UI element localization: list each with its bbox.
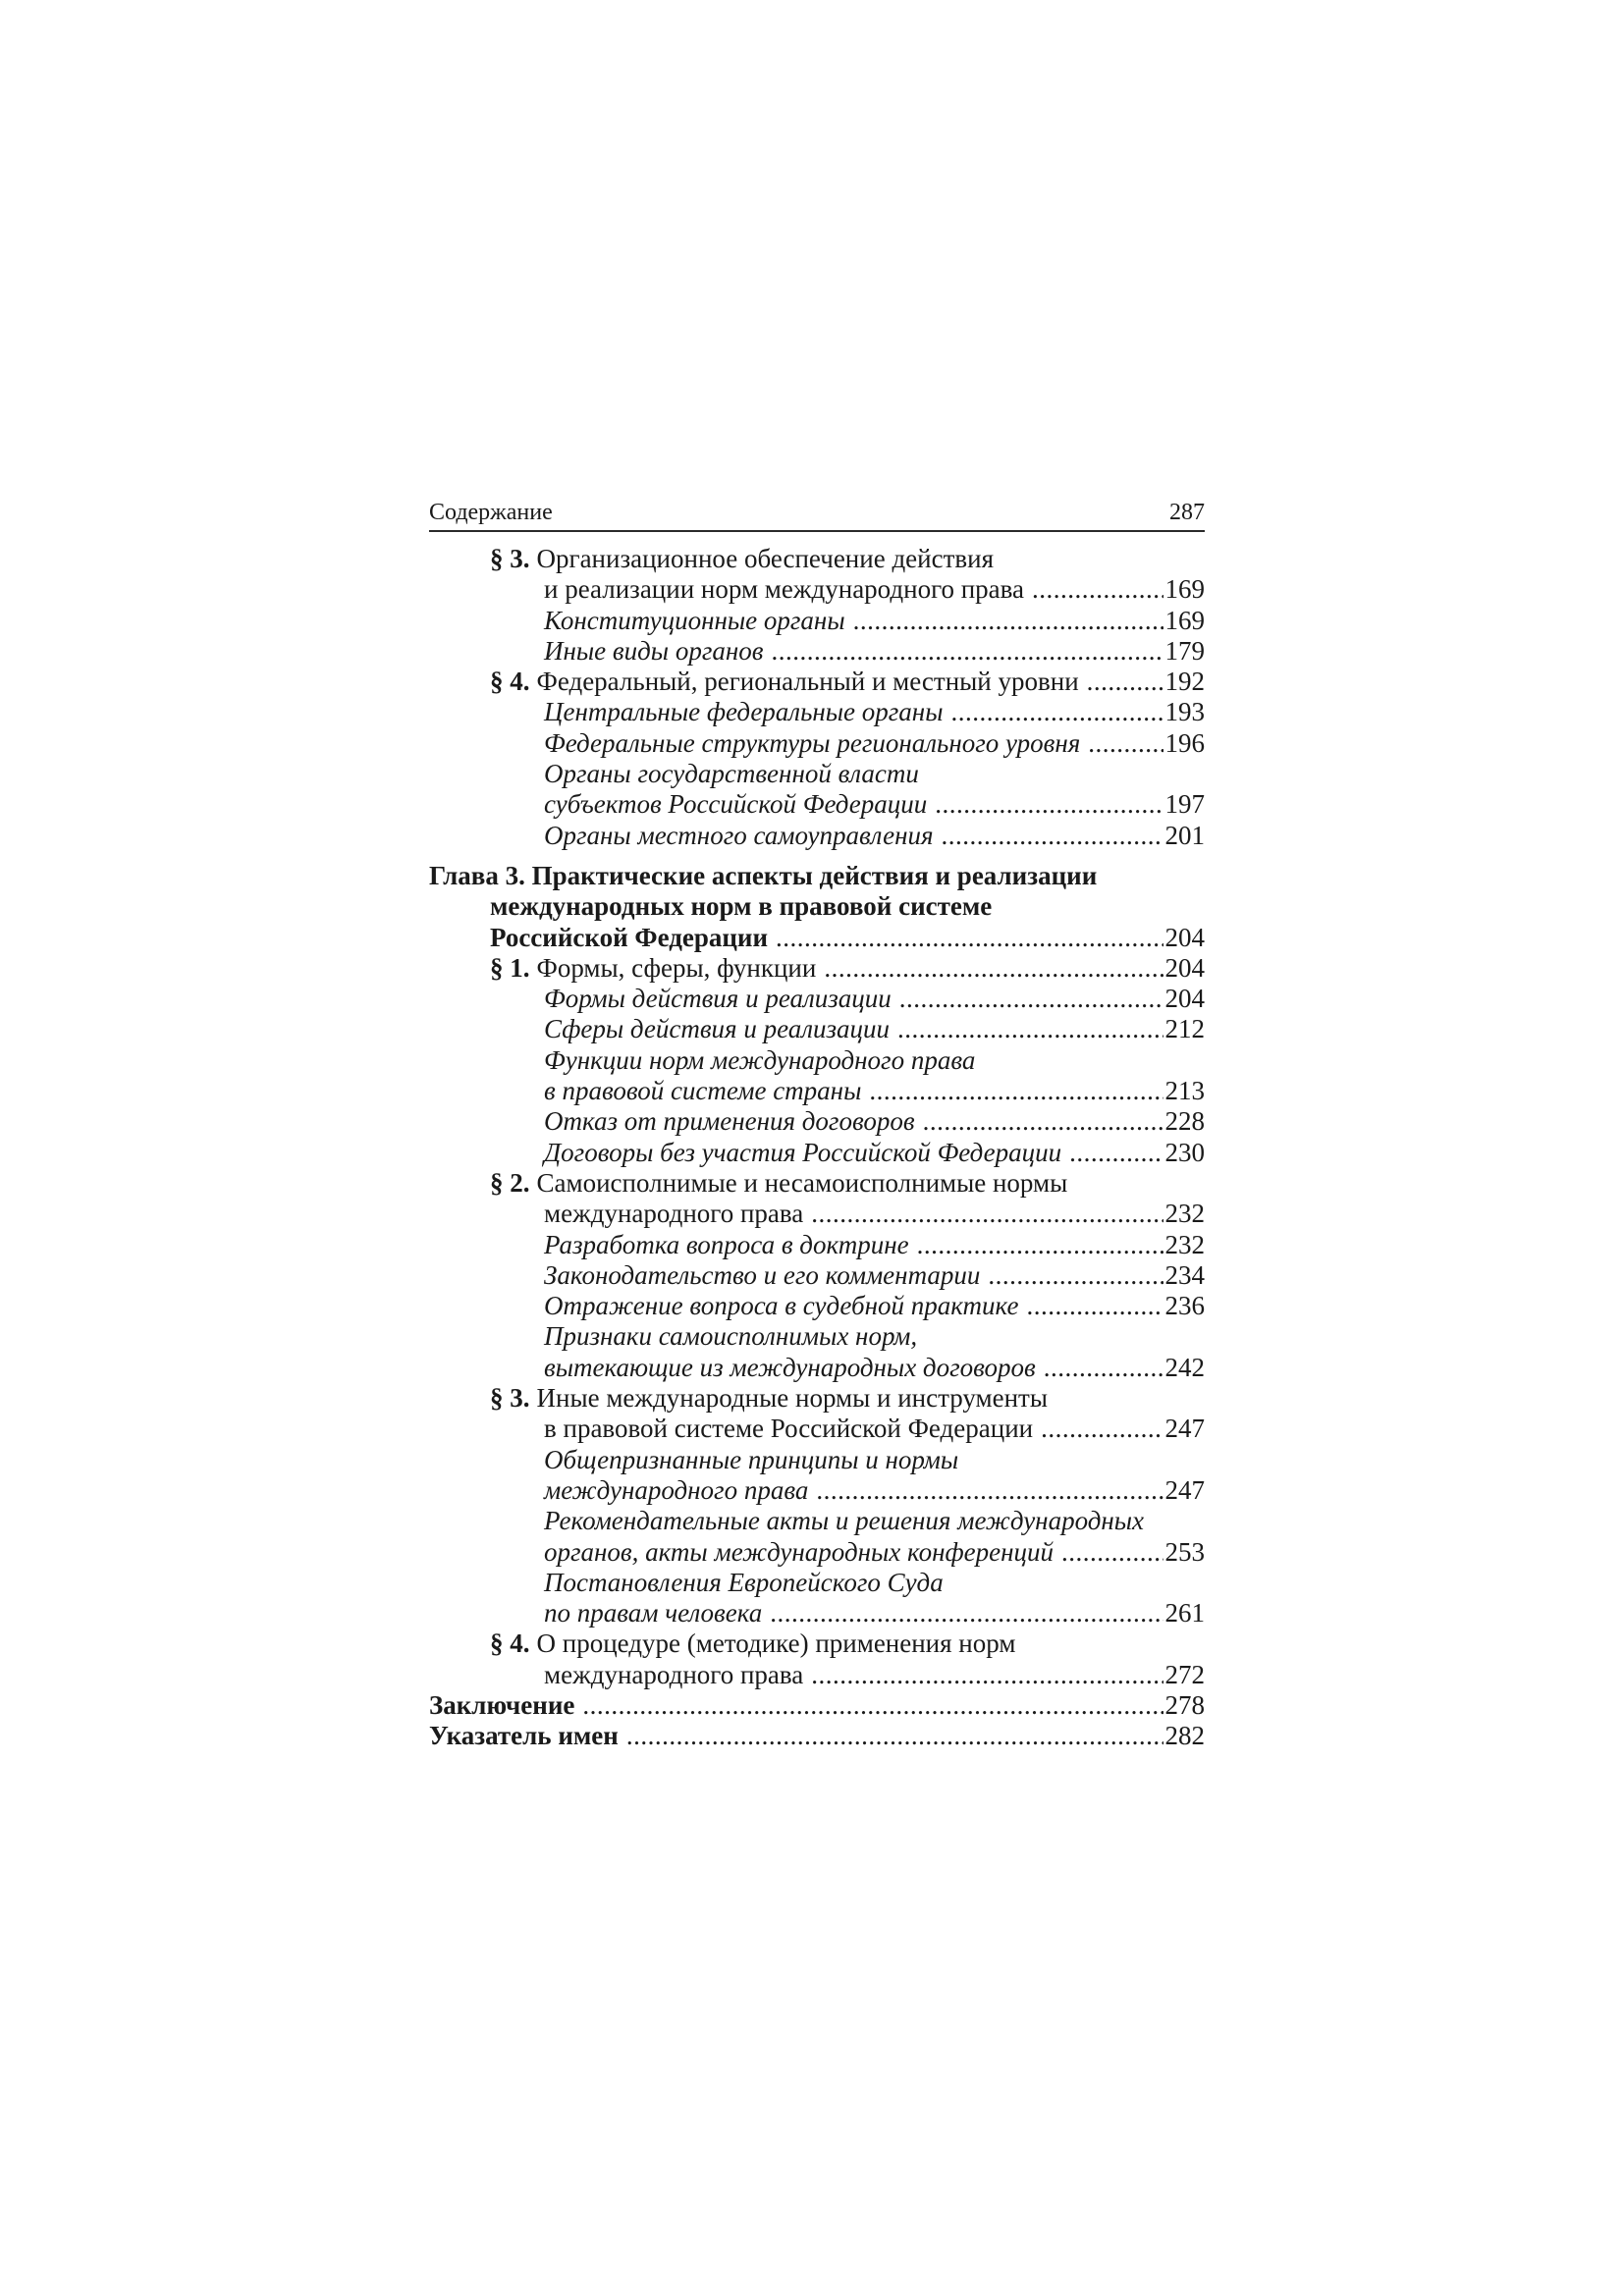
dot-leader [776, 923, 1163, 953]
toc-entry [429, 1291, 1205, 1321]
toc-entry-title: Заключение [429, 1689, 575, 1720]
dot-leader [1041, 1414, 1163, 1444]
toc-entry-title: и реализации норм международного права [544, 574, 1025, 605]
toc-entry [429, 1506, 1205, 1536]
toc-entry-title: Отражение вопроса в судебной практике [544, 1291, 1019, 1321]
toc-entry-title: Организационное обеспечение действия [536, 544, 995, 573]
toc-page-number: 236 [1164, 1291, 1205, 1321]
toc-page-number: 282 [1164, 1721, 1205, 1751]
toc-entry [429, 1014, 1205, 1044]
toc-page-number: 169 [1164, 574, 1205, 605]
toc-entry-title: Федеральные структуры регионального уровня [544, 727, 1081, 758]
toc-entry-title: Конституционные органы [544, 605, 845, 635]
toc-entry-title: Разработка вопроса в доктрине [544, 1229, 909, 1259]
toc-entry-title: Иные виды органов [544, 635, 764, 666]
dot-leader [899, 984, 1163, 1014]
toc-entry [429, 1445, 1205, 1475]
toc-entry [429, 1383, 1205, 1414]
toc-entry [429, 574, 1205, 605]
toc-entry [429, 606, 1205, 636]
toc-entry [429, 1537, 1205, 1568]
section-mark: § 3. [490, 544, 530, 573]
toc-page-number: 204 [1164, 952, 1205, 983]
section-mark: § 2. [490, 1167, 530, 1198]
toc-entry [429, 1138, 1205, 1168]
dot-leader [935, 789, 1163, 820]
dot-leader [816, 1475, 1163, 1506]
toc-page-number: 179 [1164, 635, 1205, 666]
toc-entry [429, 1629, 1205, 1659]
toc-page-number: 228 [1164, 1106, 1205, 1137]
toc-entry [429, 1230, 1205, 1260]
dot-leader [951, 697, 1163, 727]
toc-page-number: 213 [1164, 1076, 1205, 1106]
dot-leader [582, 1690, 1163, 1721]
toc-entry [429, 1475, 1205, 1506]
dot-leader [853, 606, 1163, 636]
toc-page-number: 247 [1164, 1474, 1205, 1505]
toc-entry-title: международного права [544, 1199, 804, 1229]
toc-entry-title: Функции норм международного права [544, 1044, 976, 1075]
toc-entry [429, 821, 1205, 851]
toc-page-number: 212 [1164, 1014, 1205, 1044]
toc-page-number: 169 [1164, 605, 1205, 635]
dot-leader [824, 953, 1163, 984]
toc-entry-title: органов, акты международных конференций [544, 1536, 1055, 1567]
toc-entry [429, 1168, 1205, 1199]
book-page [429, 491, 1205, 1752]
toc-entry-title: Самоисполнимые и несамоисполнимые нормы [536, 1167, 1068, 1198]
toc-entry-title: Отказ от применения договоров [544, 1106, 915, 1137]
dot-leader [1061, 1537, 1163, 1568]
dot-leader [626, 1721, 1163, 1751]
toc-entry-title: Договоры без участия Российской Федерации [544, 1137, 1062, 1167]
dot-leader [897, 1014, 1163, 1044]
toc-entry-title: Указатель имен [429, 1721, 619, 1751]
toc-entry [429, 1321, 1205, 1352]
toc-entry [429, 891, 1205, 922]
toc-entry-title: Рекомендательные акты и решения международных [544, 1506, 1145, 1536]
toc-page-number: 196 [1164, 727, 1205, 758]
dot-leader [917, 1230, 1163, 1260]
toc-entry [429, 544, 1205, 574]
toc-entry [429, 1045, 1205, 1076]
toc-page-number: 201 [1164, 820, 1205, 850]
toc-page-number: 204 [1164, 984, 1205, 1014]
dot-leader [1032, 574, 1163, 605]
section-mark: § 1. [490, 952, 530, 983]
toc-page-number: 278 [1164, 1689, 1205, 1720]
section-mark: § 3. [490, 1383, 530, 1414]
toc-entry-title: Общепризнанные принципы и нормы [544, 1444, 959, 1474]
toc-page-number: 193 [1164, 697, 1205, 727]
toc-entry [429, 636, 1205, 667]
toc-page-number: 234 [1164, 1259, 1205, 1290]
toc-entry-title: Формы, сферы, функции [536, 952, 817, 983]
toc-entry [429, 1076, 1205, 1106]
toc-entry-title: Органы местного самоуправления [544, 820, 934, 850]
section-mark: § 4. [490, 667, 530, 697]
dot-leader [1027, 1291, 1163, 1321]
toc-entry [429, 1690, 1205, 1721]
toc-entry [429, 789, 1205, 820]
toc-entry [429, 1353, 1205, 1383]
toc-entry-title: субъектов Российской Федерации [544, 789, 928, 820]
toc-entry-title: международного права [544, 1474, 809, 1505]
toc-entry-title: вытекающие из международных договоров [544, 1352, 1036, 1382]
toc-entry [429, 1106, 1205, 1137]
dot-leader [923, 1106, 1163, 1137]
toc-entry [429, 1199, 1205, 1229]
toc-entry-title: по правам человека [544, 1598, 763, 1629]
dot-leader [770, 1598, 1163, 1629]
toc-entry-title: Органы государственной власти [544, 759, 919, 789]
toc-entry [429, 1598, 1205, 1629]
dot-leader [771, 636, 1163, 667]
toc-entry [429, 984, 1205, 1014]
toc-entry [429, 728, 1205, 759]
toc-entry-title: Сферы действия и реализации [544, 1014, 891, 1044]
dot-leader [1069, 1138, 1163, 1168]
toc-entry [429, 1721, 1205, 1751]
toc-entry-title: Признаки самоисполнимых норм, [544, 1321, 918, 1352]
toc-entry-title: международных норм в правовой системе [490, 891, 993, 922]
toc-entry-title: Иные международные нормы и инструменты [536, 1383, 1048, 1414]
page-number: 287 [1169, 500, 1205, 525]
toc-entry [429, 697, 1205, 727]
toc-page-number: 261 [1164, 1598, 1205, 1629]
dot-leader [1087, 667, 1163, 697]
toc-entry-title: международного права [544, 1659, 804, 1689]
running-head [429, 491, 1205, 532]
dot-leader [869, 1076, 1163, 1106]
dot-leader [942, 821, 1163, 851]
dot-leader [1044, 1353, 1163, 1383]
toc-page-number: 247 [1164, 1414, 1205, 1444]
toc-page-number: 204 [1164, 922, 1205, 952]
dot-leader [1088, 728, 1163, 759]
toc-page-number: 272 [1164, 1659, 1205, 1689]
toc-entry-title: Формы действия и реализации [544, 984, 892, 1014]
toc-entry [429, 923, 1205, 953]
toc-entry [429, 667, 1205, 697]
toc-entry-title: Глава 3. Практические аспекты действия и реализации [429, 860, 1098, 890]
toc-entry [429, 861, 1205, 891]
dot-leader [811, 1660, 1163, 1690]
toc-page-number: 242 [1164, 1352, 1205, 1382]
toc-page-number: 230 [1164, 1137, 1205, 1167]
running-head-title: Содержание [429, 500, 553, 525]
toc-entry-title: Постановления Европейского Суда [544, 1567, 944, 1597]
toc-entry [429, 1660, 1205, 1690]
toc-entry [429, 1568, 1205, 1598]
toc-entry-title: Законодательство и его комментарии [544, 1259, 981, 1290]
toc-entry [429, 759, 1205, 789]
toc-entry-title: в правовой системе страны [544, 1076, 862, 1106]
toc-entry-title: Российской Федерации [490, 922, 769, 952]
toc-entry-title: О процедуре (методике) применения норм [536, 1629, 1016, 1659]
toc-page-number: 232 [1164, 1199, 1205, 1229]
section-mark: § 4. [490, 1629, 530, 1659]
toc-page-number: 197 [1164, 789, 1205, 820]
toc-entry [429, 1414, 1205, 1444]
toc-entry-title: Центральные федеральные органы [544, 697, 944, 727]
dot-leader [811, 1199, 1163, 1229]
toc-page-number: 253 [1164, 1536, 1205, 1567]
dot-leader [988, 1260, 1163, 1291]
toc-entry-title: в правовой системе Российской Федерации [544, 1414, 1034, 1444]
toc-entry-title: Федеральный, региональный и местный уровни [536, 667, 1079, 697]
toc-entry [429, 953, 1205, 984]
toc-page-number: 192 [1164, 667, 1205, 697]
toc-page-number: 232 [1164, 1229, 1205, 1259]
table-of-contents [429, 544, 1205, 1752]
toc-entry [429, 1260, 1205, 1291]
